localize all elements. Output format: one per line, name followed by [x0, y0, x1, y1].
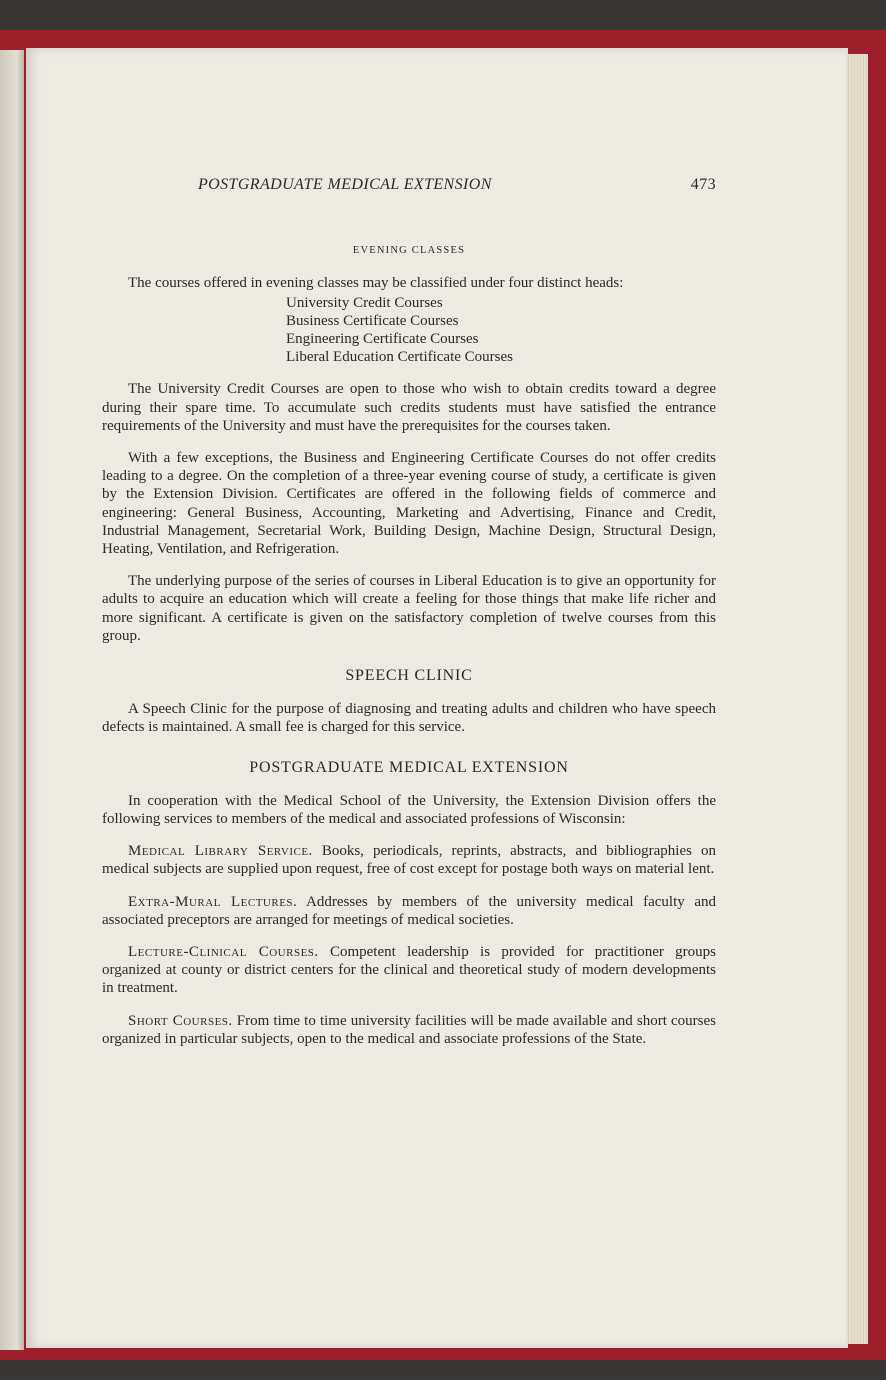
item-lecture-clinical — [102, 943, 716, 998]
item-term: Lecture-Clinical Courses. — [128, 944, 319, 961]
paragraph-certificate-courses: With a few exceptions, the Business and Engineering Certificate Courses do not offer credits leading to a degree. On the completion of a three-year evening course of study, a certificate is given by the Extension Division. Certificates are offered in the following fields of commerce and engineering: General Business, Accounting, Marketing and Advertising, Finance and Credit, Industrial Management, Secretarial Work, Building Design, Machine Design, Structural Design, Heating, Ventilation, and Refrigeration. — [102, 450, 716, 558]
list-item: Engineering Certificate Courses — [286, 331, 479, 348]
page-content — [102, 170, 716, 1048]
course-list — [286, 294, 716, 366]
paragraph-university-credit: The University Credit Courses are open to those who wish to obtain credits toward a degree during their spare time. To accumulate such credits students must have satisfied the entrance requirements of the University and must have the prerequisites for the courses taken. — [102, 381, 716, 434]
paragraph-postgraduate-intro: In cooperation with the Medical School of the University, the Extension Division offers the following services to members of the medical and associated professions of Wisconsin: — [102, 792, 716, 828]
paragraph-liberal-education: The underlying purpose of the series of courses in Liberal Education is to give an opportunity for adults to acquire an education which will create a feeling for those things that make life richer and more significant. A certificate is given on the satisfactory completion of twelve courses from this group. — [102, 573, 716, 644]
page-edges — [846, 54, 868, 1344]
list-item: Liberal Education Certificate Courses — [286, 349, 513, 366]
item-term: Extra-Mural Lectures. — [128, 893, 298, 910]
item-text: Books, periodicals, reprints, abstracts, and bibliographies on medical subjects are supplied upon request, free of cost except for postage both ways on material lent. — [102, 843, 716, 878]
item-text: Competent leadership is provided for practitioner groups organized at county or district centers for the clinical and theoretical study of modern developments in treatment. — [102, 944, 716, 997]
item-text: Addresses by members of the university medical faculty and associated preceptors are arranged for meetings of medical societies. — [102, 893, 716, 928]
item-short-courses — [102, 1012, 716, 1048]
postgraduate-heading: POSTGRADUATE MEDICAL EXTENSION — [249, 758, 569, 776]
item-term: Short Courses. — [128, 1012, 233, 1029]
speech-clinic-heading: SPEECH CLINIC — [345, 667, 473, 685]
page-number: 473 — [690, 176, 716, 193]
list-item: University Credit Courses — [286, 295, 443, 312]
running-head-title: POSTGRADUATE MEDICAL EXTENSION — [198, 176, 492, 193]
evening-intro: The courses offered in evening classes may be classified under four distinct heads: — [128, 275, 624, 292]
item-term: Medical Library Service. — [128, 843, 313, 860]
item-text: From time to time university facilities will be made available and short courses organized in particular subjects, open to the medical and associate professions of the State. — [102, 1012, 716, 1047]
facing-page-edge — [0, 50, 24, 1350]
running-head — [102, 170, 716, 194]
evening-classes-heading: EVENING CLASSES — [352, 245, 466, 256]
list-item: Business Certificate Courses — [286, 313, 459, 330]
item-extra-mural — [102, 893, 716, 929]
paragraph-speech-clinic: A Speech Clinic for the purpose of diagnosing and treating adults and children who have speech defects is maintained. A small fee is charged for this service. — [102, 701, 716, 736]
item-medical-library — [102, 842, 716, 878]
